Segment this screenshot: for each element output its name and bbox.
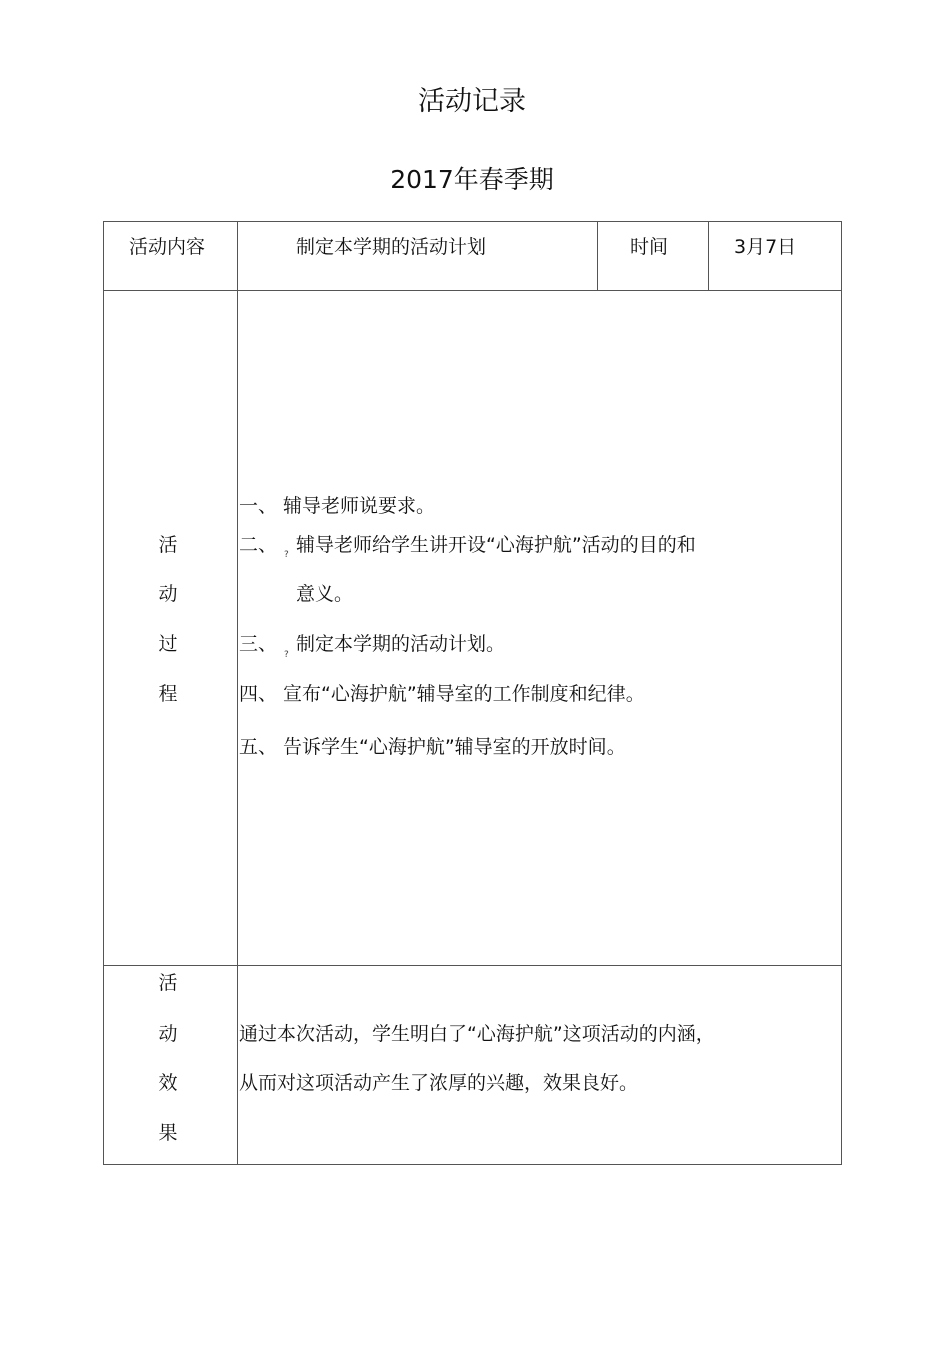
effect-label-char: 效 — [158, 1072, 178, 1094]
activity-content-label: 活动内容 — [129, 236, 206, 258]
process-label-char: 动 — [158, 583, 178, 605]
table-border-right — [841, 221, 842, 1165]
process-item-marker: 五、 — [239, 736, 278, 758]
table-row-divider-2 — [103, 965, 842, 966]
table-column-divider-time-value — [708, 221, 709, 291]
process-item-text: 辅导老师给学生讲开设“心海护航”活动的目的和 — [296, 534, 696, 556]
table-row-divider-1 — [103, 290, 842, 291]
document-subtitle: 2017年春季期 — [390, 165, 554, 194]
process-item-text: 制定本学期的活动计划。 — [296, 633, 506, 655]
stray-mark: ? — [284, 650, 289, 660]
effect-label-char: 果 — [158, 1122, 178, 1144]
process-label-char: 程 — [158, 683, 178, 705]
stray-mark: ? — [284, 550, 289, 560]
time-label: 时间 — [630, 236, 669, 258]
process-label-char: 活 — [158, 534, 178, 556]
table-column-divider-time-label — [597, 221, 598, 291]
document-title: 活动记录 — [418, 86, 526, 117]
process-label-char: 过 — [158, 633, 178, 655]
table-column-divider-label — [237, 221, 238, 1165]
effect-label-char: 动 — [158, 1023, 178, 1045]
process-item-text: 宣布“心海护航”辅导室的工作制度和纪律。 — [283, 683, 645, 705]
process-item-text: 辅导老师说要求。 — [283, 495, 436, 517]
table-border-bottom — [103, 1164, 842, 1165]
time-value: 3月7日 — [734, 236, 797, 258]
table-border-top — [103, 221, 842, 222]
effect-label-char: 活 — [158, 972, 178, 994]
activity-content-value: 制定本学期的活动计划 — [296, 236, 487, 258]
process-item-marker: 三、 — [239, 633, 278, 655]
effect-line: 通过本次活动，学生明白了“心海护航”这项活动的内涵， — [239, 1023, 715, 1045]
effect-line: 从而对这项活动产生了浓厚的兴趣，效果良好。 — [239, 1072, 639, 1094]
process-item-marker: 四、 — [239, 683, 278, 705]
process-item-text: 意义。 — [296, 583, 354, 605]
table-border-left — [103, 221, 104, 1165]
process-item-text: 告诉学生“心海护航”辅导室的开放时间。 — [283, 736, 626, 758]
process-item-marker: 二、 — [239, 534, 278, 556]
process-item-marker: 一、 — [239, 495, 278, 517]
